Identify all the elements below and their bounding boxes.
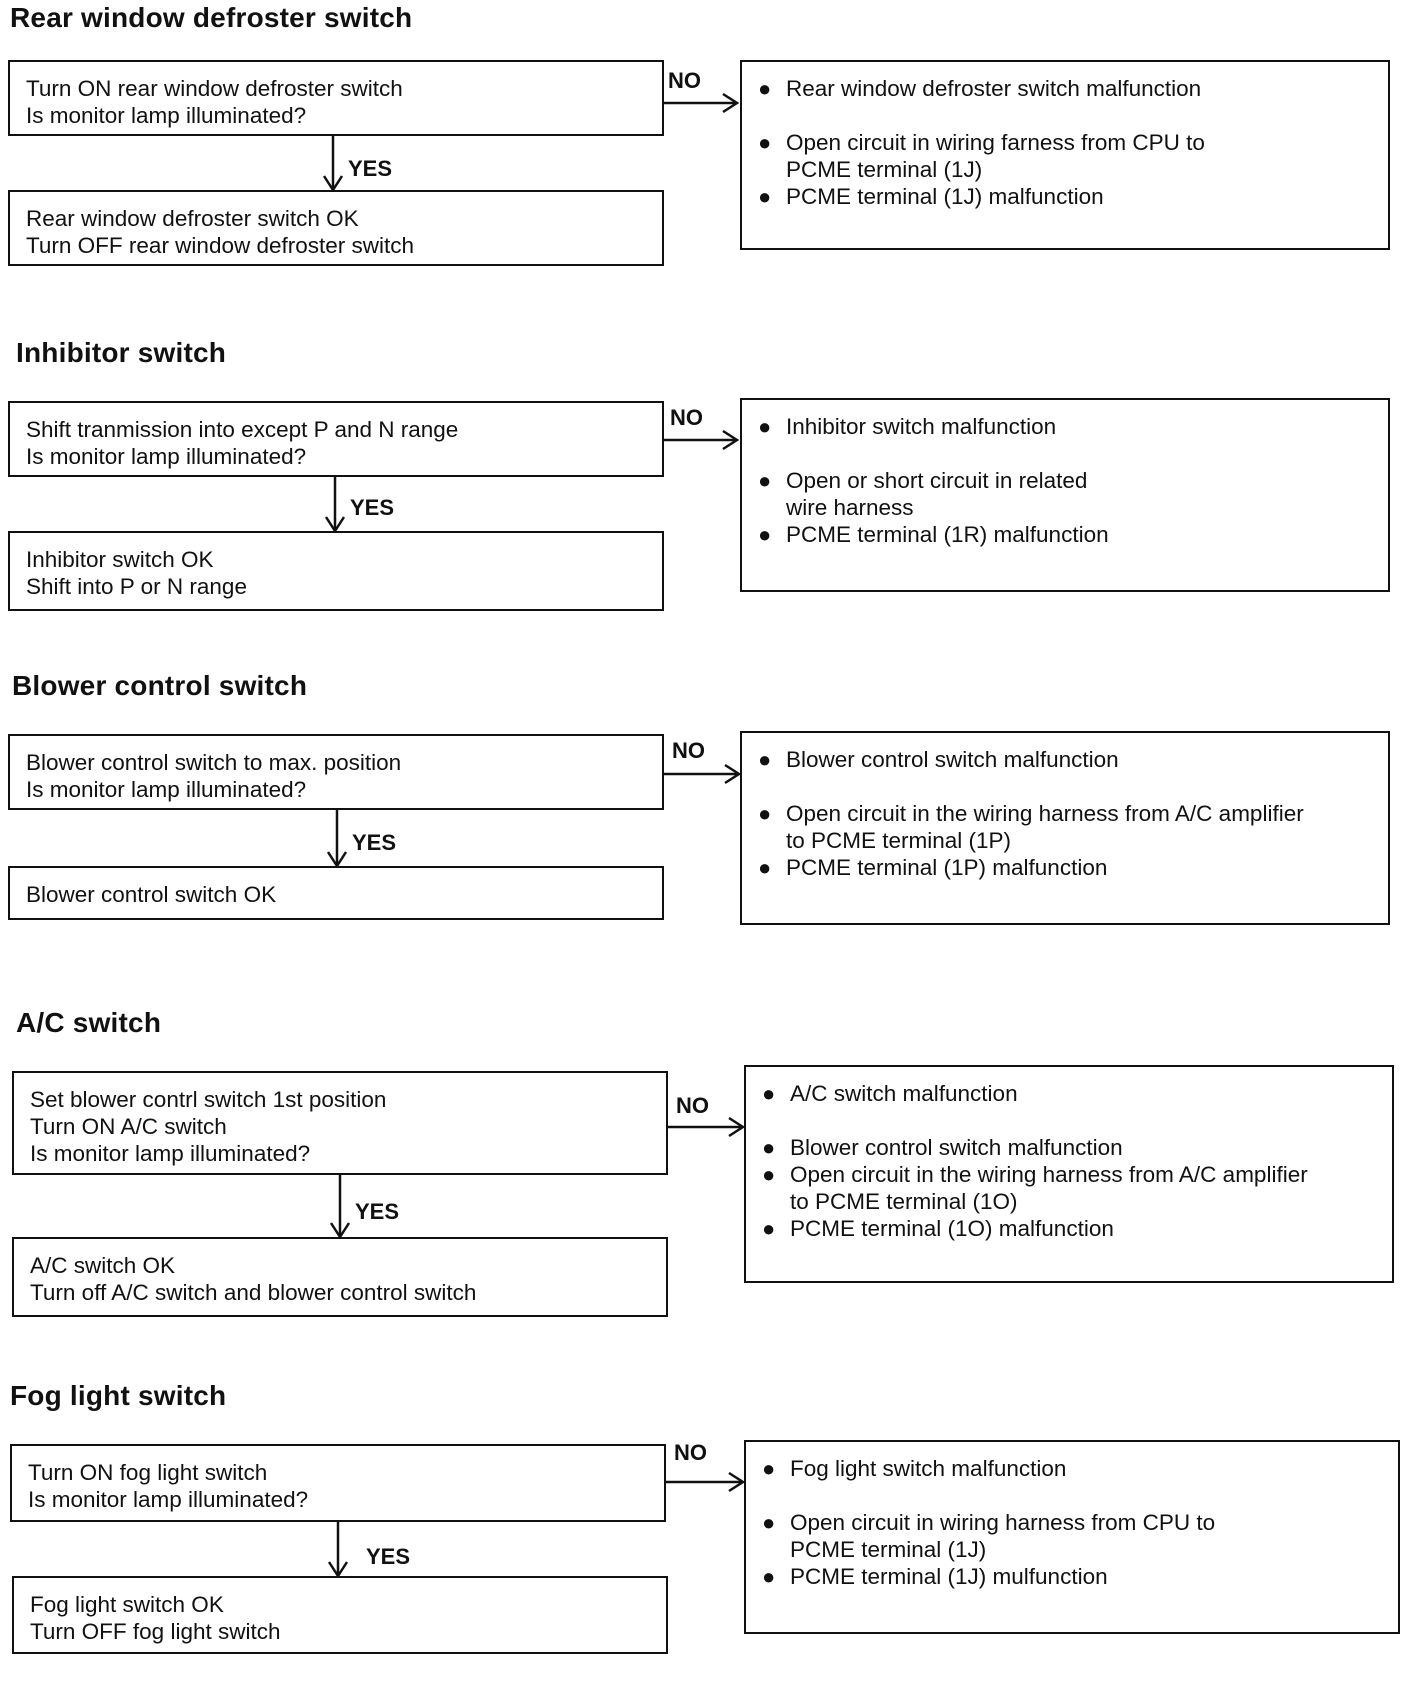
cause-item: ● PCME terminal (1J) mulfunction xyxy=(762,1564,1108,1589)
section-title: Fog light switch xyxy=(10,1380,227,1411)
result-line: Shift into P or N range xyxy=(26,574,247,599)
question-line: Set blower contrl switch 1st position xyxy=(30,1087,387,1112)
cause-item: ● PCME terminal (1J) malfunction xyxy=(758,184,1104,209)
result-line: Inhibitor switch OK xyxy=(26,547,214,572)
no-label: NO xyxy=(676,1093,709,1118)
bullet-icon: ● xyxy=(758,522,772,547)
bullet-icon: ● xyxy=(762,1135,776,1160)
flow-arrows xyxy=(0,0,1408,320)
bullet-icon: ● xyxy=(758,468,772,493)
cause-item: ● Blower control switch malfunction xyxy=(758,747,1119,772)
question-line: Is monitor lamp illuminated? xyxy=(26,444,307,469)
flow-arrows xyxy=(0,668,1408,988)
question-line: Shift tranmission into except P and N range xyxy=(26,417,459,442)
flow-arrows xyxy=(0,335,1408,655)
section-title: A/C switch xyxy=(16,1007,162,1038)
bullet-icon: ● xyxy=(758,801,772,826)
bullet-icon: ● xyxy=(762,1456,776,1481)
bullet-icon: ● xyxy=(758,855,772,880)
result-line: A/C switch OK xyxy=(30,1253,176,1278)
bullet-icon: ● xyxy=(762,1162,776,1187)
section-title: Blower control switch xyxy=(12,670,308,701)
section-rear-window-defroster xyxy=(0,0,1408,320)
bullet-icon: ● xyxy=(762,1216,776,1241)
question-line: Is monitor lamp illuminated? xyxy=(26,103,307,128)
no-label: NO xyxy=(674,1440,707,1465)
section-title: Rear window defroster switch xyxy=(10,2,413,33)
yes-label: YES xyxy=(348,156,393,181)
yes-label: YES xyxy=(350,495,395,520)
bullet-icon: ● xyxy=(762,1510,776,1535)
result-line: Turn OFF fog light switch xyxy=(30,1619,281,1644)
cause-item: ● A/C switch malfunction xyxy=(762,1081,1018,1106)
bullet-icon: ● xyxy=(762,1564,776,1589)
cause-item: ● PCME terminal (1O) malfunction xyxy=(762,1216,1114,1241)
question-line: Turn ON A/C switch xyxy=(30,1114,227,1139)
cause-item: ● Open or short circuit in related wire harness xyxy=(758,468,1088,520)
section-ac-switch xyxy=(0,1005,1408,1325)
no-label: NO xyxy=(668,68,701,93)
cause-item: ● Open circuit in the wiring harness from A/C amplifier to PCME terminal (1O) xyxy=(762,1162,1308,1214)
result-line: Turn OFF rear window defroster switch xyxy=(26,233,415,258)
no-label: NO xyxy=(672,738,705,763)
bullet-icon: ● xyxy=(758,184,772,209)
section-fog-light xyxy=(0,1378,1408,1698)
question-line: Is monitor lamp illuminated? xyxy=(26,777,307,802)
flow-arrows xyxy=(0,1005,1408,1325)
cause-item: ● Open circuit in wiring farness from CPU to PCME terminal (1J) xyxy=(758,130,1205,182)
result-line: Turn off A/C switch and blower control switch xyxy=(30,1280,477,1305)
yes-label: YES xyxy=(355,1199,400,1224)
question-line: Blower control switch to max. position xyxy=(26,750,402,775)
cause-item: ● PCME terminal (1R) malfunction xyxy=(758,522,1109,547)
no-label: NO xyxy=(670,405,703,430)
cause-item: ● Blower control switch malfunction xyxy=(762,1135,1123,1160)
cause-item: ● Open circuit in wiring harness from CPU to PCME terminal (1J) xyxy=(762,1510,1216,1562)
question-line: Is monitor lamp illuminated? xyxy=(30,1141,311,1166)
section-blower-control xyxy=(0,668,1408,988)
cause-item: ● Inhibitor switch malfunction xyxy=(758,414,1057,439)
yes-label: YES xyxy=(366,1544,411,1569)
yes-label: YES xyxy=(352,830,397,855)
result-line: Rear window defroster switch OK xyxy=(26,206,359,231)
bullet-icon: ● xyxy=(762,1081,776,1106)
cause-item: ● PCME terminal (1P) malfunction xyxy=(758,855,1108,880)
result-line: Fog light switch OK xyxy=(30,1592,224,1617)
bullet-icon: ● xyxy=(758,414,772,439)
question-line: Is monitor lamp illuminated? xyxy=(28,1487,309,1512)
cause-item: ● Rear window defroster switch malfunction xyxy=(758,76,1202,101)
bullet-icon: ● xyxy=(758,130,772,155)
flow-arrows xyxy=(0,1378,1408,1698)
question-line: Turn ON rear window defroster switch xyxy=(26,76,403,101)
result-line: Blower control switch OK xyxy=(26,882,277,907)
cause-item: ● Open circuit in the wiring harness from A/C amplifier to PCME terminal (1P) xyxy=(758,801,1304,853)
cause-item: ● Fog light switch malfunction xyxy=(762,1456,1067,1481)
section-title: Inhibitor switch xyxy=(16,337,227,368)
bullet-icon: ● xyxy=(758,747,772,772)
bullet-icon: ● xyxy=(758,76,772,101)
question-line: Turn ON fog light switch xyxy=(28,1460,268,1485)
section-inhibitor xyxy=(0,335,1408,655)
